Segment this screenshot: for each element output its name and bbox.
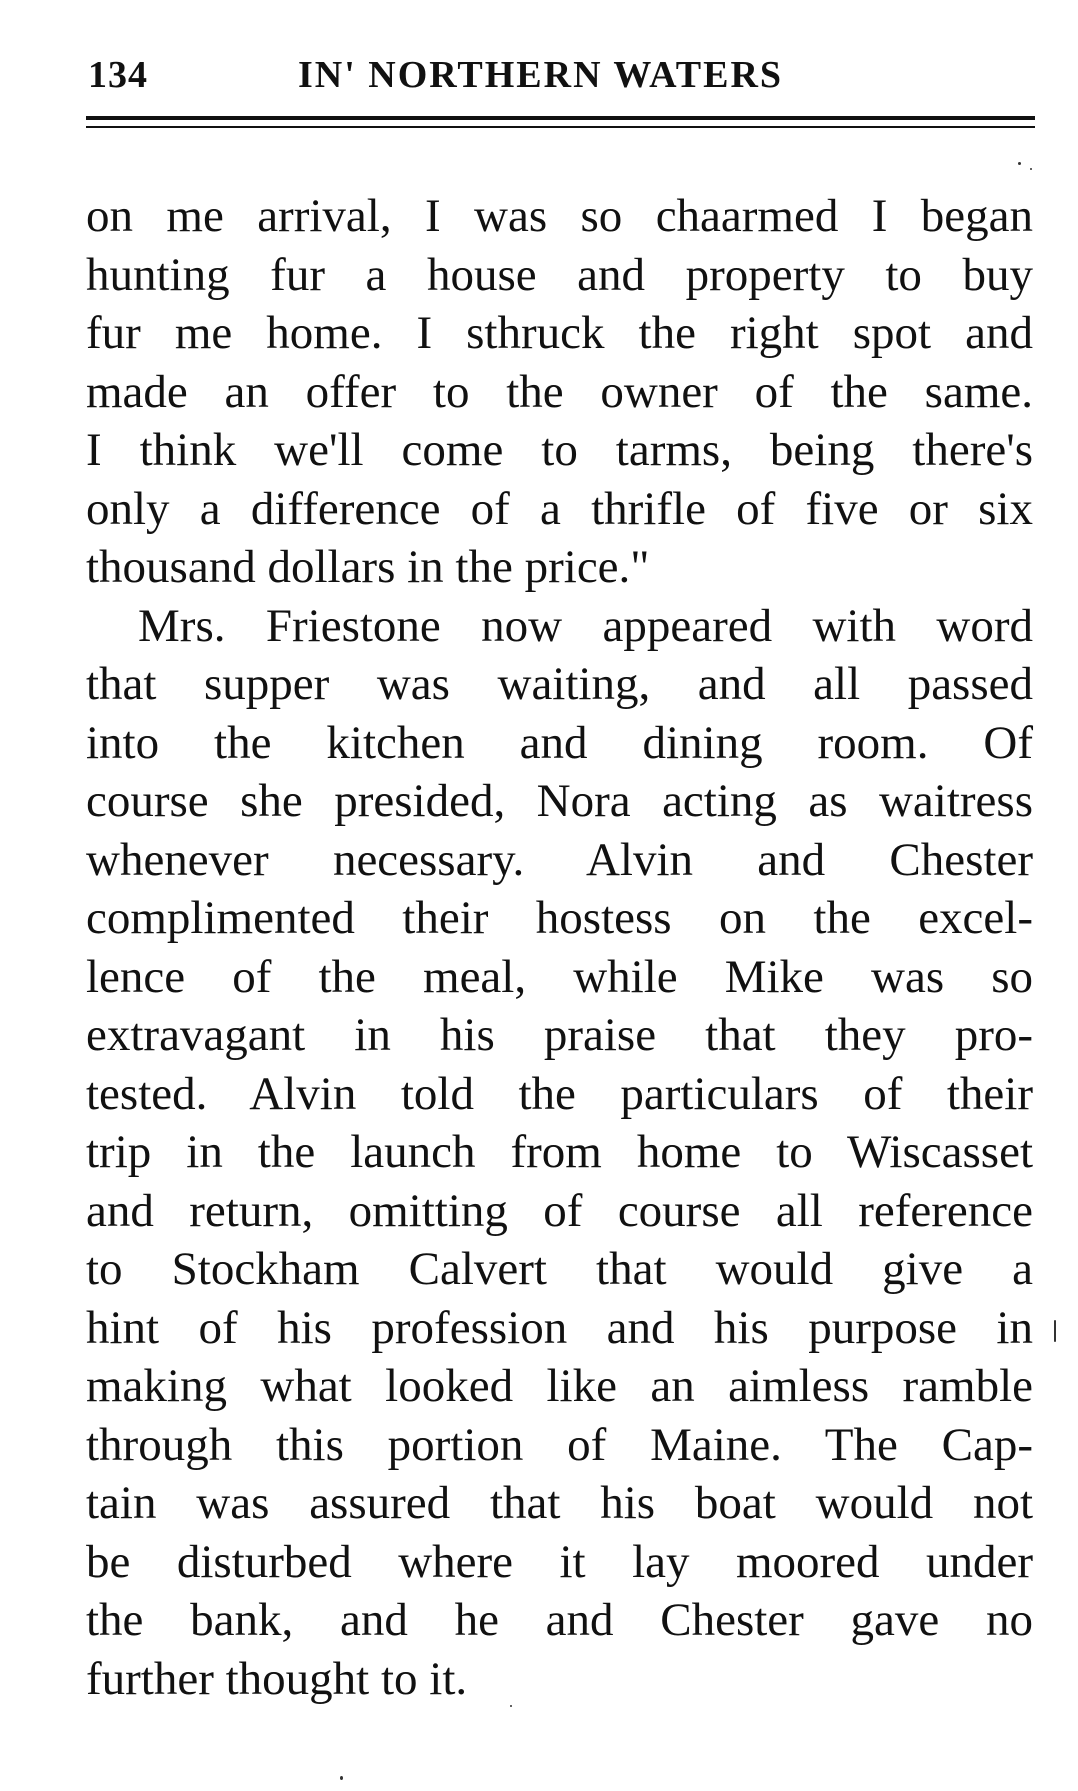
text-line: tain was assured that his boat would not xyxy=(86,1477,1033,1529)
text-line: on me arrival, I was so chaarmed I began xyxy=(86,190,1033,242)
text-line: Mrs. Friestone now appeared with word xyxy=(138,599,1033,652)
text-line: be disturbed where it lay moored under xyxy=(86,1535,1033,1588)
header-rule-thin xyxy=(86,126,1035,128)
text-line: I think we'll come to tarms, being there's xyxy=(86,424,1033,476)
text-line: hint of his profession and his purpose in xyxy=(86,1301,1033,1354)
text-line: complimented their hostess on the excel- xyxy=(86,892,1033,944)
text-line: further thought to it. xyxy=(86,1652,468,1705)
scan-speck xyxy=(1018,162,1021,165)
body-text xyxy=(86,187,1033,1708)
paragraph-1 xyxy=(86,187,1033,597)
text-line: thousand dollars in the price." xyxy=(86,541,650,593)
text-line: course she presided, Nora acting as waitress xyxy=(86,775,1033,827)
text-line: trip in the launch from home to Wiscasset xyxy=(86,1126,1033,1178)
text-line: into the kitchen and dining room. Of xyxy=(86,716,1033,769)
paragraph-2 xyxy=(86,597,1033,1709)
text-line: that supper was waiting, and all passed xyxy=(86,658,1033,710)
text-line: hunting fur a house and property to buy xyxy=(86,248,1033,301)
scan-speck xyxy=(340,1776,343,1780)
page-number: 134 xyxy=(88,54,148,96)
scan-speck xyxy=(1054,1320,1056,1342)
scan-speck xyxy=(1030,168,1032,170)
scan-speck xyxy=(510,1705,512,1707)
running-title: IN' NORTHERN WATERS xyxy=(298,54,784,96)
text-line: lence of the meal, while Mike was so xyxy=(86,950,1033,1003)
text-line: the bank, and he and Chester gave no xyxy=(86,1594,1033,1646)
header-rule-thick xyxy=(86,116,1035,120)
text-line: making what looked like an aimless ramble xyxy=(86,1360,1033,1412)
text-line: through this portion of Maine. The Cap- xyxy=(86,1418,1033,1471)
page-header xyxy=(88,50,1033,100)
text-line: fur me home. I sthruck the right spot and xyxy=(86,307,1033,359)
text-line: to Stockham Calvert that would give a xyxy=(86,1243,1033,1295)
text-line: extravagant in his praise that they pro- xyxy=(86,1009,1033,1061)
text-line: and return, omitting of course all reference xyxy=(86,1184,1033,1237)
text-line: only a difference of a thrifle of five or six xyxy=(86,482,1033,535)
text-line: tested. Alvin told the particulars of their xyxy=(86,1067,1033,1120)
text-line: whenever necessary. Alvin and Chester xyxy=(86,833,1033,886)
text-line: made an offer to the owner of the same. xyxy=(86,365,1033,418)
